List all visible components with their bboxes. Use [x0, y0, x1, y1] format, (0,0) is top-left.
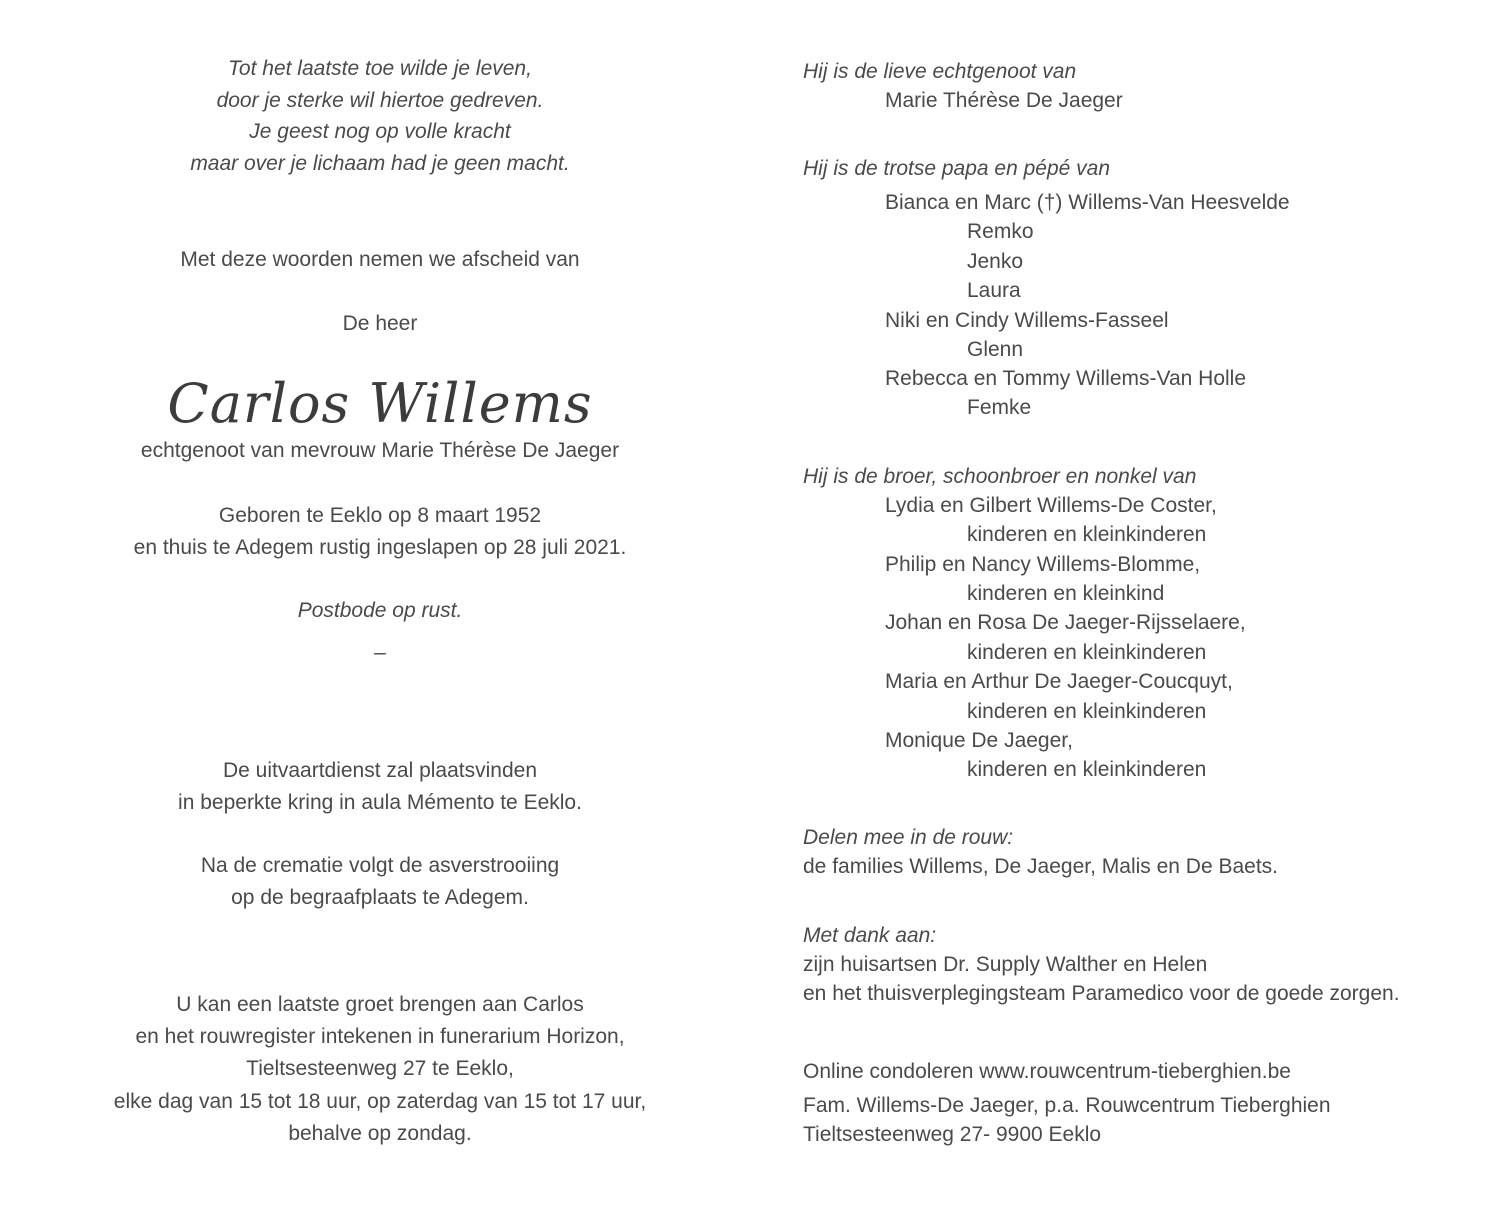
visiting-line: en het rouwregister intekenen in funerarium Horizon, [135, 1025, 625, 1048]
separator: – [374, 641, 386, 664]
visiting-line: behalve op zondag. [288, 1122, 472, 1145]
thanks-heading: Met dank aan: [803, 924, 937, 947]
family-entry: Philip en Nancy Willems-Blomme, [885, 553, 1201, 576]
family-entry: Remko [967, 220, 1034, 243]
visiting-line: U kan een laatste groet brengen aan Carlos [176, 993, 584, 1016]
poem-line: door je sterke wil hiertoe gedreven. [216, 89, 544, 112]
children-heading: Hij is de trotse papa en pépé van [803, 157, 1111, 180]
family-entry: Johan en Rosa De Jaeger-Rijsselaere, [885, 611, 1246, 634]
poem-line: maar over je lichaam had je geen macht. [190, 152, 570, 175]
online-condolence: Online condoleren www.rouwcentrum-tieberghien.be [803, 1060, 1291, 1083]
salutation: De heer [342, 312, 418, 335]
family-entry: kinderen en kleinkinderen [967, 700, 1207, 723]
family-entry: Bianca en Marc (†) Willems-Van Heesvelde [885, 191, 1290, 214]
intro-text: Met deze woorden nemen we afscheid van [180, 248, 580, 271]
poem-line: Je geest nog op volle kracht [249, 120, 511, 143]
address-line: Tieltsesteenweg 27- 9900 Eeklo [803, 1123, 1102, 1146]
spouse-line: echtgenoot van mevrouw Marie Thérèse De Jaeger [140, 439, 620, 462]
family-entry: Glenn [967, 338, 1024, 361]
thanks-line: en het thuisverplegingsteam Paramedico voor de goede zorgen. [803, 982, 1400, 1005]
service-line: in beperkte kring in aula Mémento te Eeklo. [178, 791, 582, 814]
family-entry: Femke [967, 396, 1032, 419]
thanks-line: zijn huisartsen Dr. Supply Walther en Helen [803, 953, 1208, 976]
spouse-heading: Hij is de lieve echtgenoot van [803, 60, 1077, 83]
siblings-heading: Hij is de broer, schoonbroer en nonkel van [803, 465, 1197, 488]
family-entry: Rebecca en Tommy Willems-Van Holle [885, 367, 1247, 390]
address-line: Fam. Willems-De Jaeger, p.a. Rouwcentrum Tieberghien [803, 1094, 1331, 1117]
service-line: De uitvaartdienst zal plaatsvinden [222, 759, 537, 782]
cremation-line: op de begraafplaats te Adegem. [231, 886, 529, 909]
deceased-name: Carlos Willems [167, 372, 593, 435]
visiting-line: elke dag van 15 tot 18 uur, op zaterdag van 15 tot 17 uur, [113, 1090, 647, 1113]
family-entry: kinderen en kleinkinderen [967, 523, 1207, 546]
mourning-heading: Delen mee in de rouw: [803, 826, 1014, 849]
visiting-line: Tieltsesteenweg 27 te Eeklo, [246, 1057, 514, 1080]
cremation-line: Na de crematie volgt de asverstrooiing [200, 854, 560, 877]
spouse-name: Marie Thérèse De Jaeger [885, 89, 1123, 112]
family-entry: kinderen en kleinkinderen [967, 641, 1207, 664]
family-entry: Niki en Cindy Willems-Fasseel [885, 309, 1169, 332]
family-entry: Lydia en Gilbert Willems-De Coster, [885, 494, 1217, 517]
death-line: en thuis te Adegem rustig ingeslapen op 28 juli 2021. [133, 536, 627, 559]
family-entry: kinderen en kleinkinderen [967, 758, 1207, 781]
family-entry: kinderen en kleinkind [967, 582, 1165, 605]
family-entry: Jenko [967, 250, 1024, 273]
poem-line: Tot het laatste toe wilde je leven, [228, 57, 532, 80]
family-entry: Monique De Jaeger, [885, 729, 1073, 752]
family-entry: Laura [967, 279, 1021, 302]
family-entry: Maria en Arthur De Jaeger-Coucquyt, [885, 670, 1233, 693]
birth-line: Geboren te Eeklo op 8 maart 1952 [218, 504, 542, 527]
occupation: Postbode op rust. [297, 599, 463, 622]
mourning-families: de families Willems, De Jaeger, Malis en De Baets. [803, 855, 1279, 878]
